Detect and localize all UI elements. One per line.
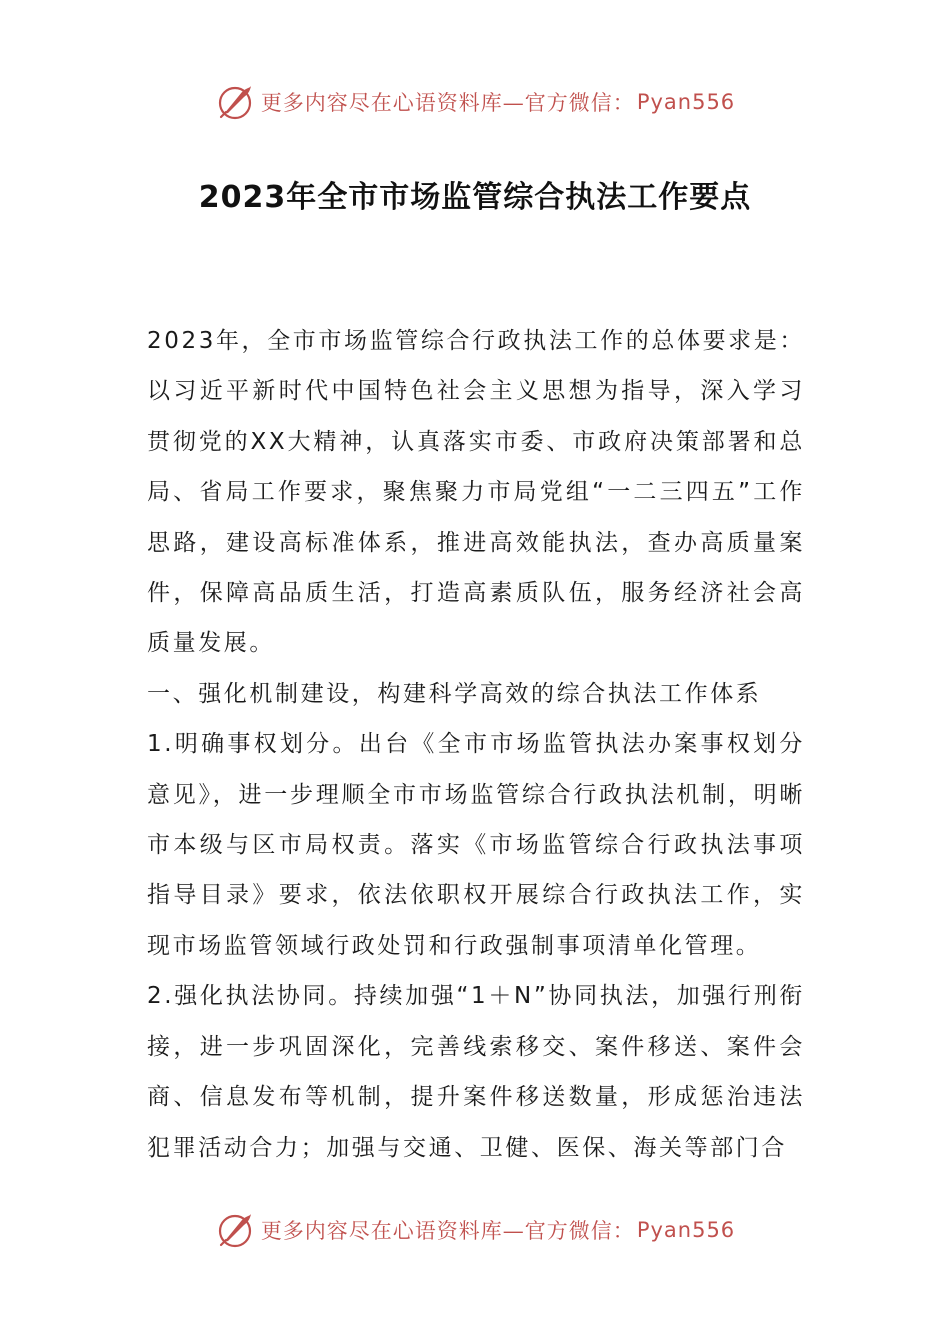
footer-banner [0,1208,950,1252]
body-paragraph-item-2: 2.强化执法协同。持续加强“1＋N”协同执法，加强行刑衔接，进一步巩固深化，完善线索移交、案件移送、案件会商、信息发布等机制，提升案件移送数量，形成惩治违法犯罪活动合力；加强与交通、卫健、医保、海关等部门合 [147,983,805,1161]
quill-logo-icon [215,82,255,122]
header-banner-text: 更多内容尽在心语资料库—官方微信： [260,91,635,115]
body-paragraph-item-1: 1.明确事权划分。出台《全市市场监管执法办案事权划分意见》，进一步理顺全市市场监管综合行政执法机制，明晰市本级与区市局权责。落实《市场监管综合行政执法事项指导目录》要求，依法依职权开展综合行政执法工作，实现市场监管领域行政处罚和行政强制事项清单化管理。 [147,731,805,959]
section-heading-1: 一、强化机制建设，构建科学高效的综合执法工作体系 [147,680,762,707]
footer-wechat-id: Pyan556 [636,1218,736,1242]
footer-banner-text: 更多内容尽在心语资料库—官方微信： [260,1219,635,1243]
body-paragraph-intro: 2023年，全市市场监管综合行政执法工作的总体要求是：以习近平新时代中国特色社会主义思想为指导，深入学习贯彻党的XX大精神，认真落实市委、市政府决策部署和总局、省局工作要求，聚焦聚力市局党组“一二三四五”工作思路，建设高标准体系，推进高效能执法，查办高质量案件，保障高品质生活，打造高素质队伍，服务经济社会高质量发展。 [147,328,805,657]
header-wechat-id: Pyan556 [636,90,736,114]
document-title: 2023年全市市场监管综合执法工作要点 [198,180,752,215]
quill-logo-icon [215,1210,255,1250]
document-body [147,316,805,1173]
header-banner [0,80,950,124]
